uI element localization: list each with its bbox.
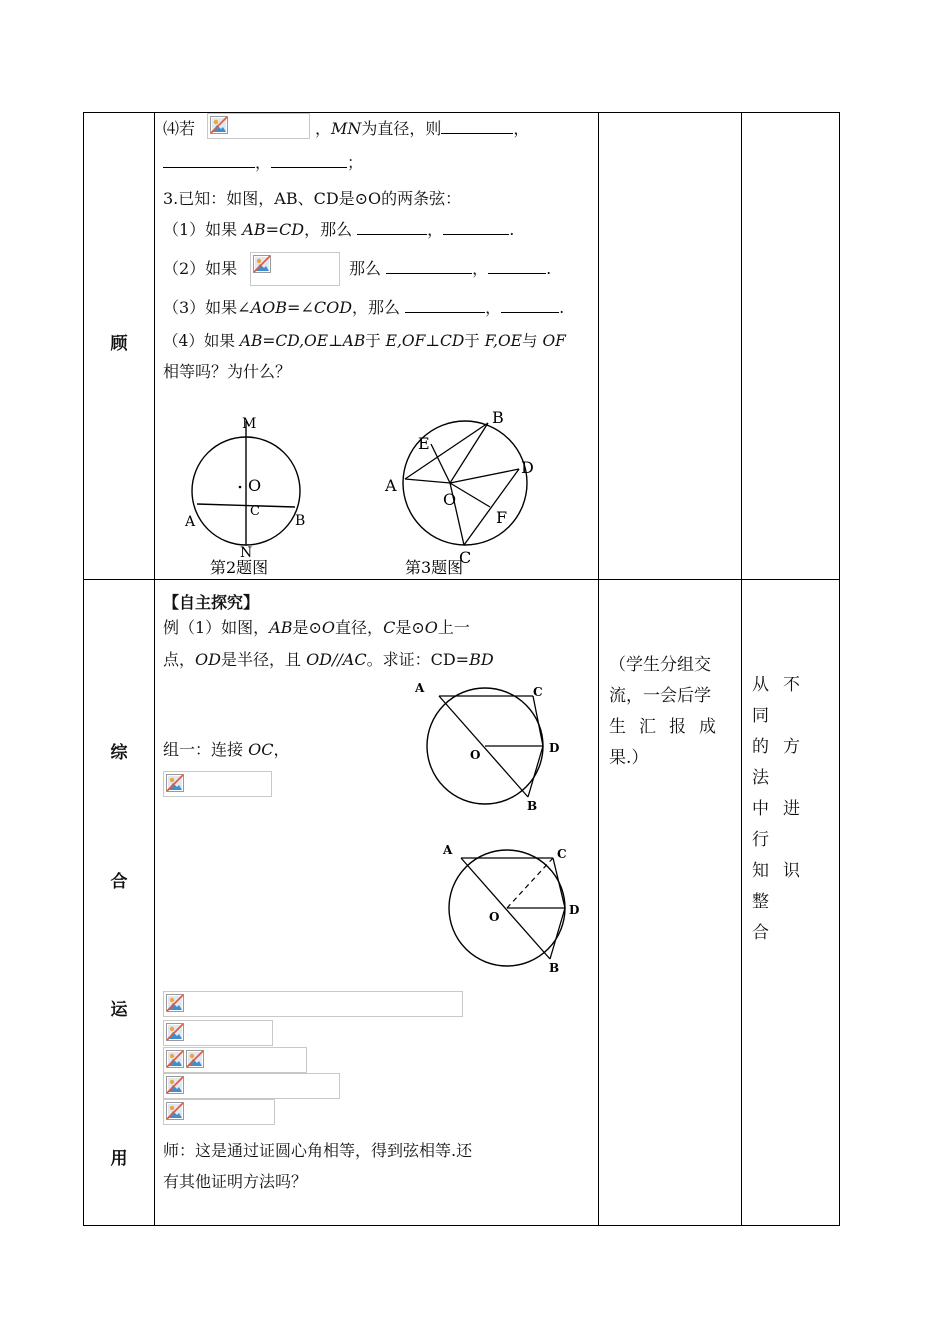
figure-3-circle-diagram [380, 411, 550, 581]
answer-blank[interactable] [501, 298, 559, 313]
question-4-line2: ， ； [163, 153, 363, 173]
question-3-2: （2）如果 [163, 259, 238, 278]
table-row-review [84, 113, 840, 580]
question-3-1: （1）如果 AB=CD，那么 ， . [163, 220, 515, 239]
broken-formula-image [207, 113, 310, 139]
label-C: C [533, 685, 543, 699]
label-C: C [250, 504, 260, 519]
student-activity: （学生分组交 流，一会后学 生汇报成 果.） [609, 655, 729, 768]
figure-2-circle-diagram [180, 411, 330, 581]
row-label-char: 用 [110, 1149, 128, 1169]
chord-db [528, 746, 543, 797]
label-B: B [492, 411, 504, 427]
broken-image-icon [186, 1050, 204, 1068]
label-O: O [470, 748, 481, 762]
chord-cd [533, 696, 543, 746]
example-line2: 点，OD是半径，且 OD//AC。求证：CD=BD [163, 650, 494, 669]
broken-image-icon [166, 1102, 184, 1120]
application-content [155, 580, 598, 1225]
broken-formula-image [163, 771, 272, 797]
row-label-char: 合 [110, 872, 128, 892]
question-3-4-line2: 相等吗？为什么？ [163, 362, 292, 381]
chord-db [550, 908, 565, 959]
table-row-application [84, 580, 840, 1226]
teacher-question-line1: 师：这是通过证圆心角相等，得到弦相等.还 [163, 1141, 473, 1160]
broken-image-icon [253, 255, 271, 273]
label-B: B [527, 799, 538, 810]
broken-image-icon [166, 1023, 184, 1041]
group-one-text: 组一：连接 OC， [163, 740, 290, 759]
broken-image-icon [166, 994, 184, 1012]
label-N: N [240, 545, 253, 561]
answer-blank[interactable] [357, 220, 427, 235]
broken-image-icon [166, 1076, 184, 1094]
broken-formula-image [163, 1073, 340, 1099]
example-figure-solid [415, 680, 565, 810]
answer-blank[interactable] [443, 220, 509, 235]
label-M: M [242, 416, 257, 432]
dashed-radius-oc [507, 858, 553, 908]
design-intent: 从不同 的方法 中进行 知识整 合 [752, 675, 814, 943]
answer-blank[interactable] [271, 153, 347, 168]
label-B: B [295, 513, 306, 529]
label-B: B [549, 961, 560, 972]
review-content [155, 113, 598, 579]
label-O: O [248, 476, 262, 495]
broken-image-icon [166, 1050, 184, 1068]
section-heading: 【自主探究】 [163, 593, 260, 612]
question-4-line1: ⑷若 [163, 119, 196, 138]
broken-formula-image [250, 252, 340, 286]
broken-image-icon [166, 774, 184, 792]
broken-formula-image [163, 1099, 275, 1125]
answer-blank[interactable] [386, 259, 472, 274]
answer-blank[interactable] [163, 153, 255, 168]
broken-formula-image [163, 991, 463, 1017]
row-label-char: 综 [110, 743, 128, 763]
label-A: A [185, 514, 196, 530]
figure-2-caption: 第2题图 [210, 558, 269, 577]
example-figure-dashed [437, 842, 587, 972]
segment-od [450, 469, 519, 483]
broken-formula-image [163, 1020, 273, 1046]
label-C: C [459, 548, 472, 567]
teacher-question-line2: 有其他证明方法吗？ [163, 1172, 308, 1191]
label-O: O [489, 910, 500, 924]
question-3-4: （4）如果 AB=CD,OE⊥AB于 E,OF⊥CD于 F,OE与 OF [163, 332, 566, 350]
row-label-review: 顾 [110, 334, 128, 354]
chord-cd [464, 469, 519, 545]
label-D: D [569, 903, 580, 917]
answer-blank[interactable] [488, 259, 546, 274]
label-E: E [418, 434, 430, 453]
label-D: D [521, 458, 534, 477]
label-A: A [385, 476, 397, 495]
answer-blank[interactable] [405, 298, 485, 313]
answer-blank[interactable] [441, 119, 513, 134]
question-3-3: （3）如果∠AOB=∠COD，那么 ， . [163, 298, 565, 317]
row-label-char: 运 [110, 1000, 128, 1020]
label-A: A [415, 681, 425, 695]
label-C: C [557, 847, 567, 861]
example-line1: 例（1）如图，AB是⊙O直径，C是⊙O上一 [163, 618, 470, 637]
chord-cd [553, 858, 565, 908]
label-A: A [443, 843, 453, 857]
figure-3-caption: 第3题图 [405, 558, 464, 577]
label-D: D [549, 741, 560, 755]
broken-formula-image [163, 1047, 307, 1073]
question-3-2-rest: 那么 ， . [349, 259, 552, 278]
question-3-title: 3.已知：如图，AB、CD是⊙O的两条弦： [163, 189, 462, 208]
label-O: O [443, 490, 457, 509]
broken-image-icon [210, 116, 228, 134]
label-F: F [496, 508, 508, 527]
question-4-line1-rest: ，MN为直径，则 ， [315, 119, 530, 138]
lesson-plan-table [83, 112, 840, 1226]
chord-ab [405, 423, 488, 483]
